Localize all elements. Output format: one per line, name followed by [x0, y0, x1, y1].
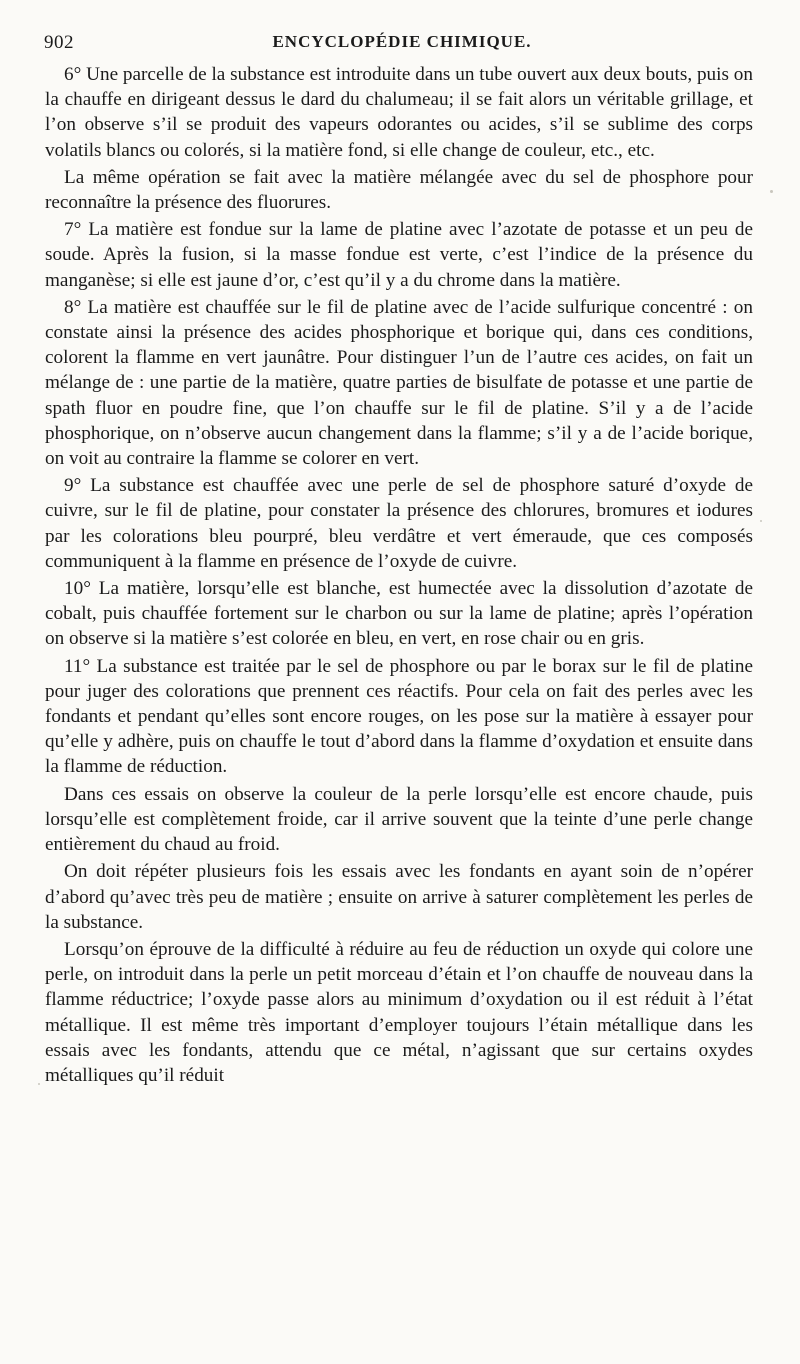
body-text	[45, 62, 753, 1090]
paragraph-phosphore-fluorures: La même opération se fait avec la matière mélangée avec du sel de phosphore pour reconnaître la présence des fluorures.	[45, 166, 753, 214]
running-title: ENCYCLOPÉDIE CHIMIQUE.	[272, 32, 532, 51]
paragraph-item-10: 10° La matière, lorsqu’elle est blanche, est humectée avec la dissolution d’azotate de cobalt, puis chauffée fortement sur le charbon ou sur la lame de platine; après l’opération on observe si la matière s’est colorée en bleu, en vert, en rose chair ou en gris.	[45, 578, 753, 650]
paper-speck	[760, 520, 762, 522]
paragraph-item-7: 7° La matière est fondue sur la lame de platine avec l’azotate de potasse et un peu de soude. Après la fusion, si la masse fondue est verte, c’est l’indice de la présence du manganèse; si elle est jaune d’or, c’est qu’il y a du chrome dans la matière.	[45, 219, 753, 291]
paragraph-item-8: 8° La matière est chauffée sur le fil de platine avec de l’acide sulfurique concentré : on constate ainsi la présence des acides phosphorique et borique qui, dans ces conditions, colorent la flamme en vert jaunâtre. Pour distinguer l’un de l’autre ces acides, on fait un mélange de : une partie de la matière, quatre parties de bisulfate de potasse et une partie de spath fluor en poudre fine, que l’on chauffe sur le fil de platine. S’il y a de l’acide phosphorique, on n’observe aucun changement dans la flamme; s’il y a de l’acide borique, on voit au contraire la flamme se colorer en vert.	[45, 296, 753, 470]
paper-speck	[38, 1083, 40, 1085]
paper-speck	[770, 190, 773, 193]
paragraph-reduction-etain: Lorsqu’on éprouve de la difficulté à réduire au feu de réduction un oxyde qui colore une perle, on introduit dans la perle un petit morceau d’étain et l’on chauffe de nouveau dans la flamme réductrice; l’oxyde passe alors au minimum d’oxydation ou il est réduit à l’état métallique. Il est même très important d’employer toujours l’étain métallique dans les essais avec les fondants, attendu que ce métal, n’agissant que sur certains oxydes métalliques qu’il réduit	[45, 938, 753, 1086]
page-number: 902	[44, 32, 74, 53]
paragraph-repeter-essais: On doit répéter plusieurs fois les essais avec les fondants en ayant soin de n’opérer d’abord qu’avec très peu de matière ; ensuite on arrive à saturer complètement les perles de la substance.	[45, 861, 753, 933]
paragraph-item-9: 9° La substance est chauffée avec une perle de sel de phosphore saturé d’oxyde de cuivre, sur le fil de platine, pour constater la présence des chlorures, bromures et iodures par les colorations bleu pourpré, bleu verdâtre et vert émeraude, que ces composés communiquent à la flamme en présence de l’oxyde de cuivre.	[45, 475, 753, 572]
page-header	[44, 26, 760, 56]
paragraph-item-11: 11° La substance est traitée par le sel de phosphore ou par le borax sur le fil de platine pour juger des colorations que prennent ces réactifs. Pour cela on fait des perles avec les fondants et pendant qu’elles sont encore rouges, on les pose sur la matière à essayer pour qu’elle y adhère, puis on chauffe le tout d’abord dans la flamme d’oxydation et ensuite dans la flamme de réduction.	[45, 655, 753, 778]
paragraph-essais-couleur: Dans ces essais on observe la couleur de la perle lorsqu’elle est encore chaude, puis lorsqu’elle est complètement froide, car il arrive souvent que la teinte d’une perle change entièrement du chaud au froid.	[45, 783, 753, 856]
paragraph-item-6: 6° Une parcelle de la substance est introduite dans un tube ouvert aux deux bouts, puis on la chauffe en dirigeant dessus le dard du chalumeau; il se fait alors un véritable grillage, et l’on observe s’il se produit des vapeurs odorantes ou acides, s’il se sublime des corps volatils blancs ou colorés, si la matière fond, si elle change de couleur, etc., etc.	[45, 64, 753, 161]
